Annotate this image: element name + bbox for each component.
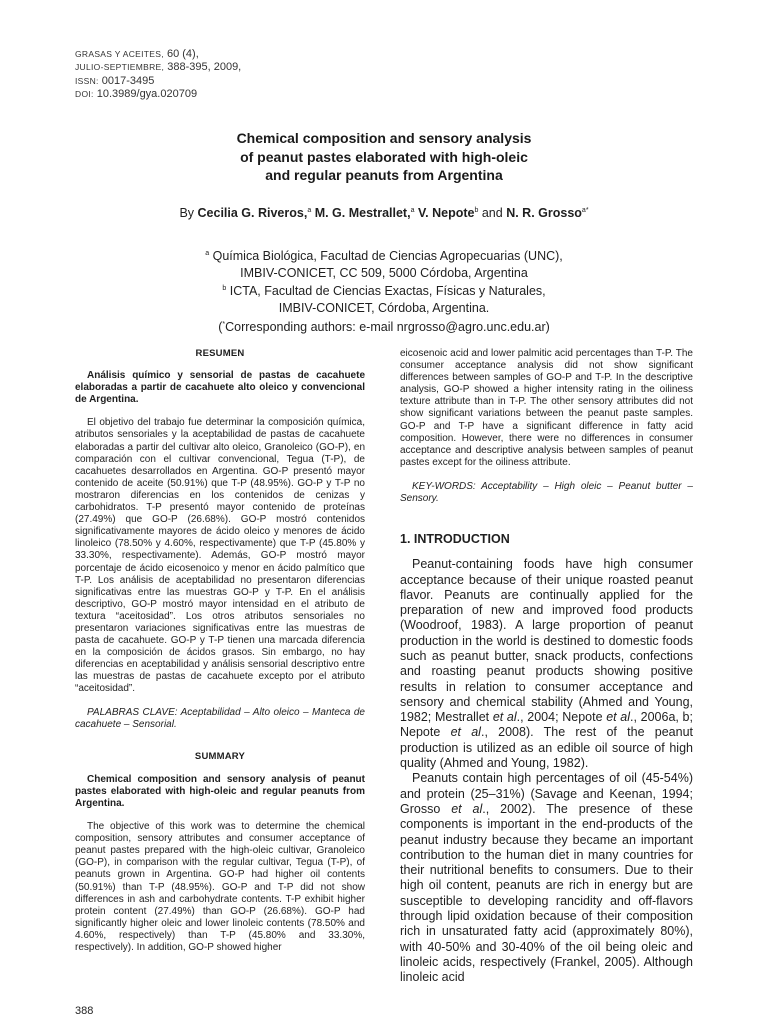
- title-line-1: Chemical composition and sensory analysis: [236, 130, 532, 146]
- doi-label: DOI:: [75, 88, 94, 99]
- affil-a-line-1: Química Biológica, Facultad de Ciencias Agropecuarias (UNC),: [212, 249, 563, 264]
- author-2: M. G. Mestrallet,: [314, 206, 411, 220]
- introduction-heading: 1. INTRODUCTION: [400, 532, 510, 547]
- page-number: 388: [75, 1005, 94, 1017]
- doi-value[interactable]: 10.3989/gya.020709: [96, 87, 198, 100]
- author-4: N. R. Grosso: [506, 206, 582, 220]
- title-line-3: and regular peanuts from Argentina: [265, 167, 503, 183]
- author-1-affil: a: [307, 206, 312, 214]
- right-column: [400, 348, 693, 986]
- author-1: Cecilia G. Riveros,: [197, 206, 308, 220]
- paper-title: [0, 129, 768, 185]
- intro-paragraph-1: Peanut-containing foods have high consumer acceptance because of their unique roasted peanut flavor. Peanuts are continually applied for the preparation of new and improved food products (Woodroof, 1983). A large proportion of peanut production in the world is destined to domestic foods such as peanut butter, snack products, confections and roasting peanut products showing positive results in relation to consumer acceptance and sensory and chemical stability (Ahmed and Young, 1982; Mestrallet et al., 2004; Nepote et al., 2006a, b; Nepote et al., 2008). The rest of the peanut production is utilized as an edible oil source of high quality (Ahmed and Young, 1982).: [400, 557, 693, 771]
- journal-name: GRASAS Y ACEITES,: [75, 49, 164, 59]
- left-column: [75, 348, 365, 954]
- resumen-keywords: PALABRAS CLAVE: Aceptabilidad – Alto oleico – Manteca de cacahuete – Sensorial.: [75, 706, 365, 730]
- journal-volume: 60 (4),: [166, 48, 199, 60]
- journal-period: JULIO-SEPTIEMBRE,: [75, 62, 165, 73]
- summary-heading: SUMMARY: [194, 750, 246, 762]
- issn-value: 0017-3495: [101, 74, 155, 87]
- summary-keywords: KEY-WORDS: Acceptability – High oleic – Peanut butter – Sensory.: [400, 480, 693, 505]
- resumen-subtitle: Análisis químico y sensorial de pastas de cacahuete elaboradas a partir de cacahuete alto oleico y convencional de Argentina.: [75, 370, 365, 406]
- summary-body-continued: eicosenoic acid and lower palmitic acid percentages than T-P. The consumer acceptance analysis did not show significant differences between samples of GO-P and T-P. In the descriptive analysis, GO-P showed a higher intensity rating in the oiliness texture attribute than in T-P. The other sensory attributes did not show significant variations between the peanut paste samples. GO-P and T-P have a significant difference in fatty acid composition. However, there were no differences in consumer acceptance and descriptive analysis between samples of peanut pastes except for the oiliness attribute.: [400, 348, 693, 468]
- affil-b-line-1: ICTA, Facultad de Ciencias Exactas, Físicas y Naturales,: [229, 284, 546, 299]
- resumen-heading: RESUMEN: [195, 348, 245, 359]
- summary-body: The objective of this work was to determine the chemical composition, sensory attributes and consumer acceptance of peanut pastes prepared with the high-oleic cultivar, Granoleico (GO-P), in comparison with the regular cultivar, Tegua (T-P), of peanuts grown in Argentina. GO-P had higher oil contents (50.91%) than T-P (48.95%). GO-P and T-P did not show differences in ash and carbohydrate contents. T-P exhibit higher protein content (27.49%) than GO-P (26.68%). GO-P had significantly higher oleic and lower linoleic contents (78.50% and 4.60%, respectively) than T-P (45.80% and 33.30%, respectively). In addition, GO-P showed higher: [75, 821, 365, 954]
- journal-header: [75, 48, 241, 101]
- summary-subtitle: Chemical composition and sensory analysis of peanut pastes elaborated with high-oleic and regular peanuts from Argentina.: [75, 773, 365, 809]
- affil-b-line-2: IMBIV-CONICET, Córdoba, Argentina.: [278, 301, 490, 316]
- affil-a-marker: a: [205, 250, 210, 257]
- resumen-body: El objetivo del trabajo fue determinar la composición química, atributos sensoriales y la aceptabilidad de pastas de cacahuete elaboradas a partir del cultivar alto oleico, Granoleico (GO-P), en comparación con el cultivar convencional, Tegua (T-P), de cacahuetes desarrollados en Argentina. GO-P presentó mayor contenido de aceite (50.91%) que T-P (48.95%). GO-P y T-P no mostraron diferencias en los contenidos de cenizas y carbohidratos. T-P presentó mayor contenido de proteínas (27.49%) que GO-P (26.68%). GO-P mostró contenidos significativamente mayores de ácido oleico y menores de ácido linoleico (78.50% y 4.60%, respectivamente) que T-P (45.80% y 33.30%, respectivamente). Además, GO-P mostró mayor porcentaje de ácido eicosenoico y menor en ácido palmítico que T-P. Los análisis de aceptabilidad no presentaron diferencias significativas entre las muestras GO-P y T-P. En el análisis descriptivo, GO-P mostró mayor intensidad en el atributo de textura “aceitosidad”. Los otros atributos sensoriales no presentaron variaciones significativas entre las muestras de pasta de cacahuete. GO-P y T-P tienen una marcada diferencia en la composición de ácidos grasos. Sin embargo, no hay diferencias en aceptabilidad y análisis sensorial descriptivo entre las muestras de pastas de cacahuete excepto por el atributo “aceitosidad”.: [75, 417, 365, 695]
- author-4-affil: a*: [581, 206, 589, 214]
- issn-label: ISSN:: [75, 75, 99, 86]
- corresponding-author: Corresponding authors: e-mail nrgrosso@agro.unc.edu.ar): [225, 319, 550, 334]
- affil-a-line-2: IMBIV-CONICET, CC 509, 5000 Córdoba, Argentina: [240, 265, 528, 280]
- corr-marker: *: [222, 320, 226, 328]
- intro-paragraph-2: Peanuts contain high percentages of oil (45-54%) and protein (25–31%) (Savage and Keenan, 1994; Grosso et al., 2002). The presence of these components is important in the end-products of the peanut industry because they became an important contribution to the human diet in many countries for their nutritional benefits to consumers. Due to their high oil content, peanuts are rich in energy but are susceptible to developing rancidity and off-flavors through lipid oxidation because of their composition rich in unsaturated fatty acid (approximately 80%), with 40-50% and 30-40% of the oil being oleic and linoleic acids, respectively (Frankel, 2005). Although linoleic acid: [400, 771, 693, 985]
- author-3-affil: b: [474, 206, 479, 214]
- title-line-2: of peanut pastes elaborated with high-oleic: [240, 148, 528, 165]
- author-2-affil: a: [410, 206, 415, 214]
- and-label: and: [481, 206, 503, 220]
- affiliations: $^a$ Química Biológica, Facultad de Ciencias Agropecuarias (UNC), IMBIV-CONICET, CC 509, 5000 Córdoba, Argentina $^b$ ICTA, Facultad de Ciencias Exactas, Físicas y Naturales, IMBIV-CONICET, Córdoba, Argentina. (*Corresponding authors: e-mail nrgrosso@agro.unc.edu.ar): [0, 246, 768, 335]
- by-label: By: [179, 206, 195, 220]
- author-3: V. Nepote: [417, 206, 475, 220]
- journal-pages-year: 388-395, 2009,: [167, 61, 242, 74]
- affil-b-marker: b: [222, 285, 227, 293]
- author-line: [0, 206, 768, 220]
